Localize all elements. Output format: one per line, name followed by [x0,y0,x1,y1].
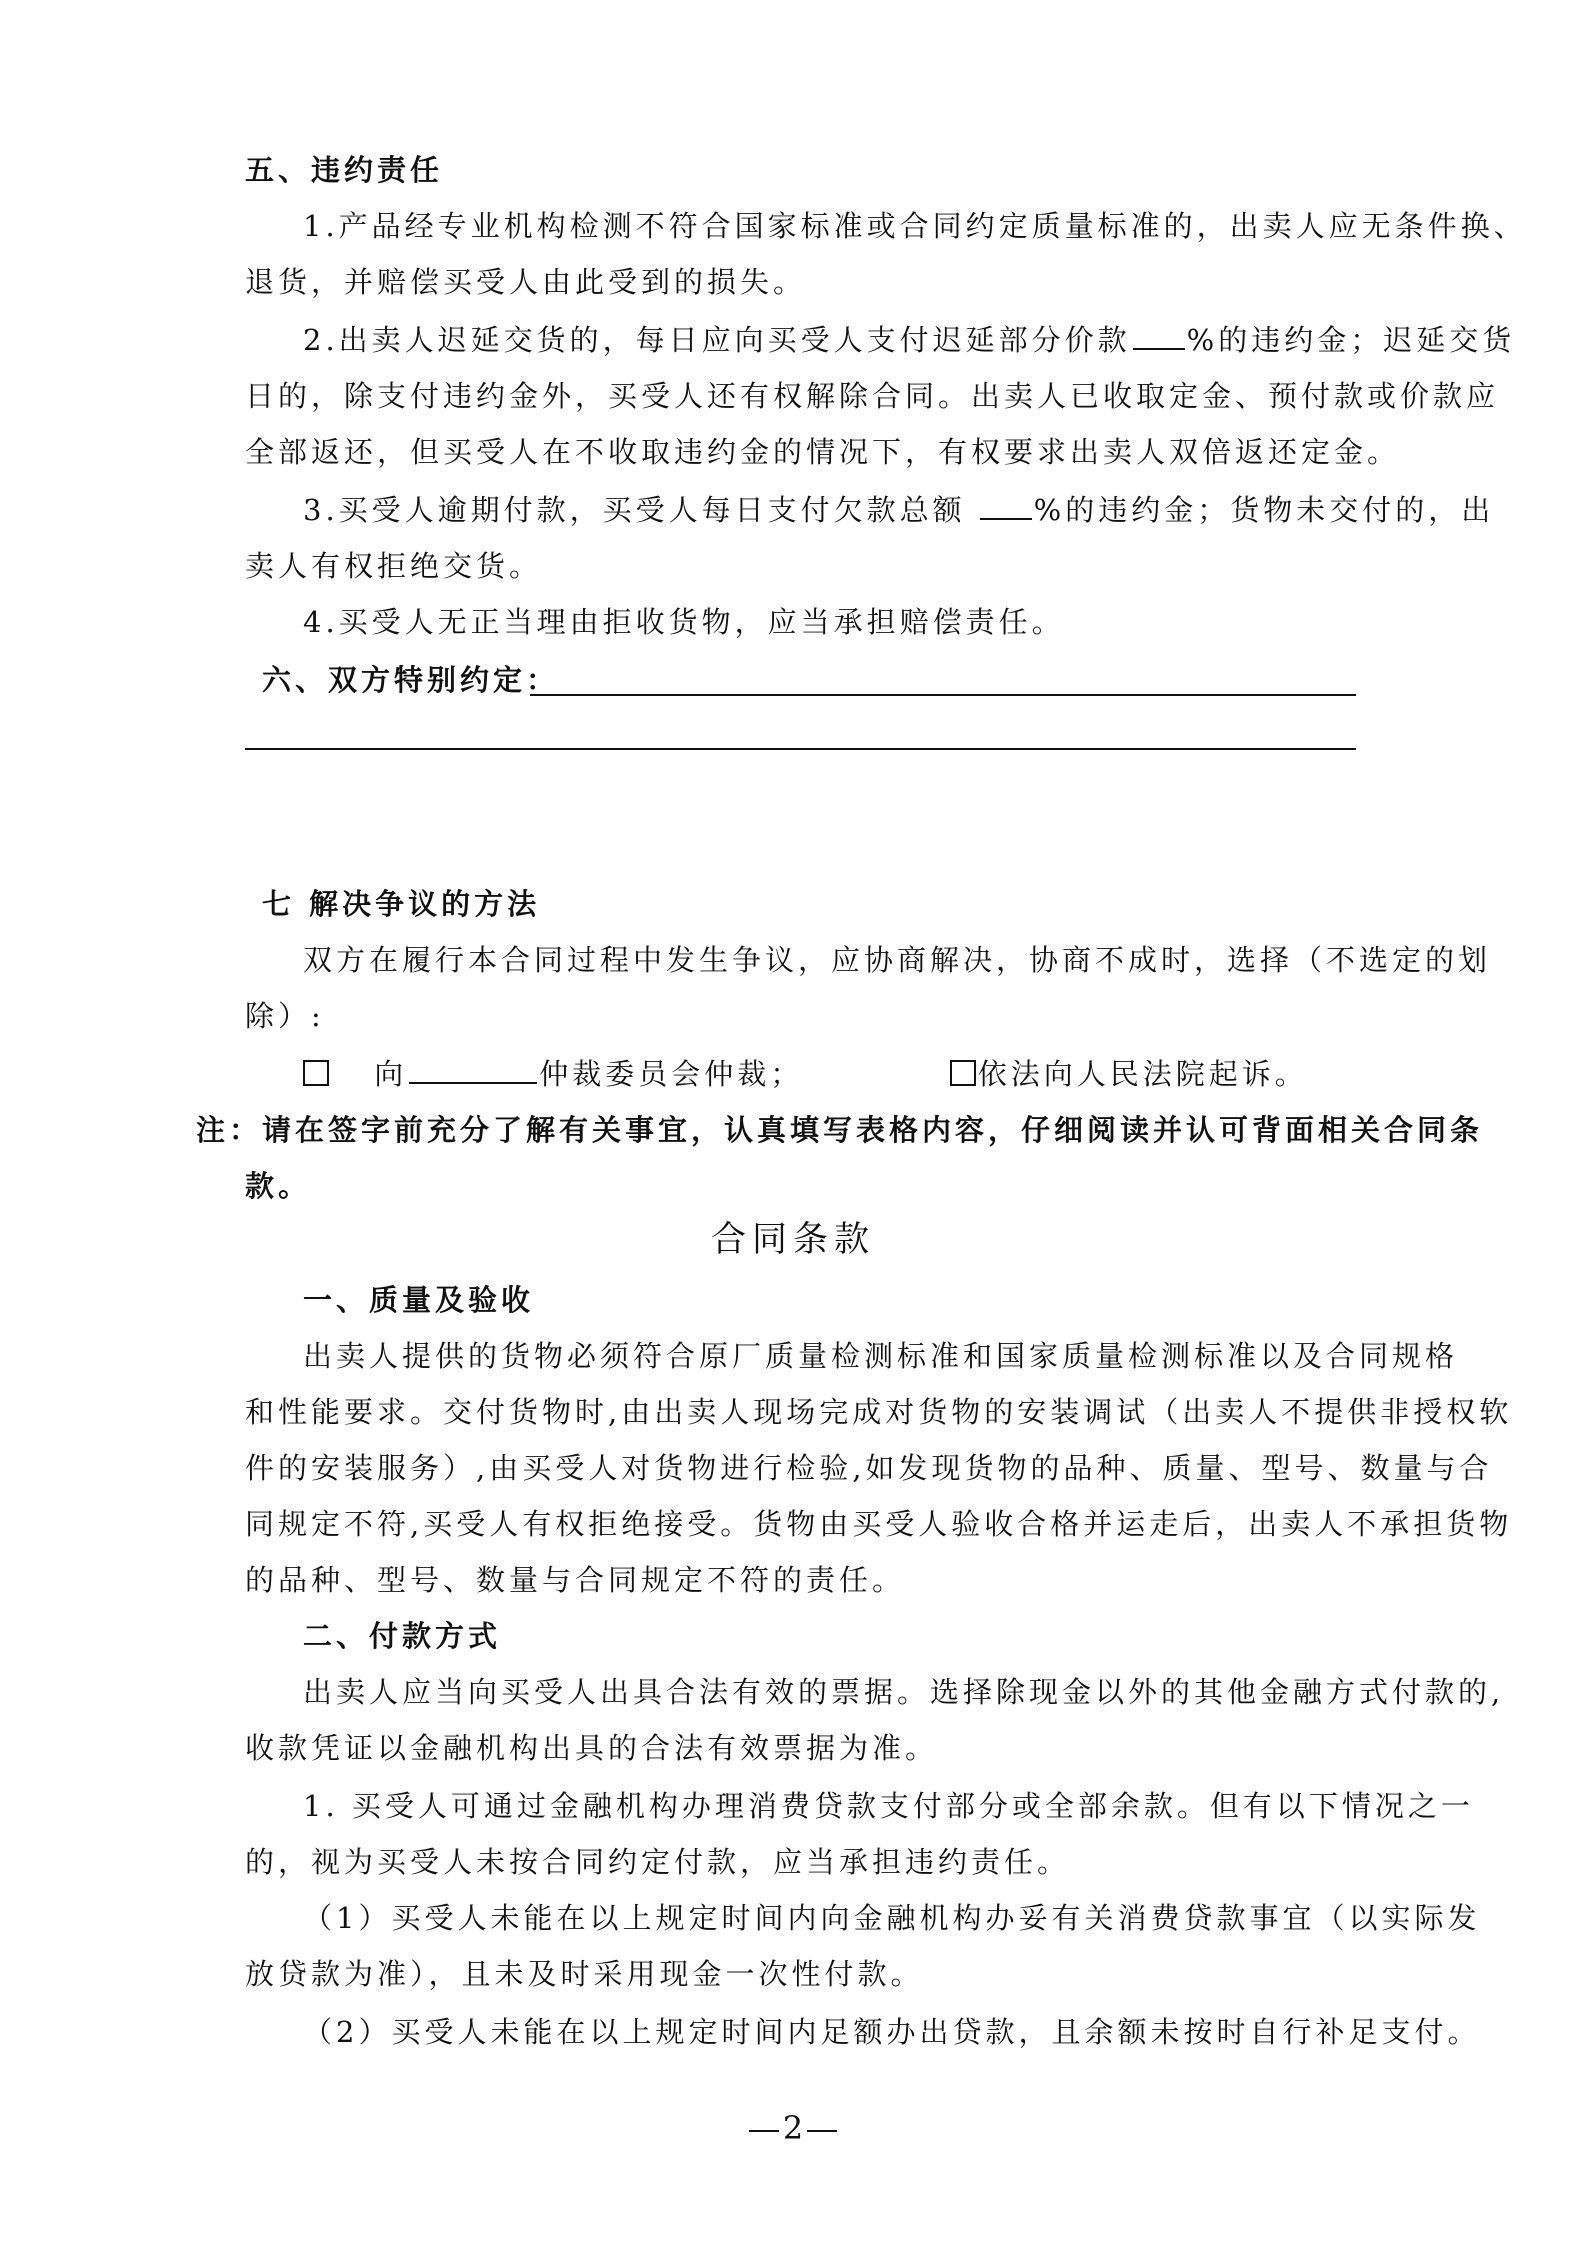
quality-line-3: 件的安装服务）,由买受人对货物进行检验,如发现货物的品种、质量、型号、数量与合 [245,1451,1493,1485]
arbitration-text-b: 仲裁委员会仲裁； [539,1057,804,1091]
breach-clause-1-line-2: 退货，并赔偿买受人由此受到的损失。 [245,265,807,299]
payment-clause-1-line-2: 的，视为买受人未按合同约定付款，应当承担违约责任。 [245,1845,1071,1879]
payment-line-2: 收款凭证以金融机构出具的合法有效票据为准。 [245,1731,939,1765]
section-quality-heading: 一、质量及验收 [303,1283,535,1317]
payment-sub-1-line-1: （1）买受人未能在以上规定时间内向金融机构办妥有关消费贷款事宜（以实际发 [303,1901,1481,1935]
page-number-value: 2 [782,2109,804,2147]
note-line-2: 款。 [245,1169,312,1203]
payment-sub-2: （2）买受人未能在以上规定时间内足额办出贷款，且余额未按时自行补足支付。 [303,2015,1481,2049]
quality-line-2: 和性能要求。交付货物时,由出卖人现场完成对货物的安装调试（出卖人不提供非授权软 [245,1395,1513,1429]
payment-line-1: 出卖人应当向买受人出具合法有效的票据。选择除现金以外的其他金融方式付款的, [303,1675,1505,1709]
penalty-rate-blank-1[interactable] [1133,320,1185,350]
breach-clause-1-line-1: 1.产品经专业机构检测不符合国家标准或合同约定质量标准的，出卖人应无条件换、 [303,209,1527,243]
arbitration-committee-blank[interactable] [409,1054,537,1084]
court-option-text: 依法向人民法院起诉。 [977,1057,1308,1091]
terms-title: 合同条款 [710,1220,875,1260]
quality-line-5: 的品种、型号、数量与合同规定不符的责任。 [245,1563,906,1597]
dispute-options [303,1046,1356,1102]
breach-clause-2-line-2: 日的，除支付违约金外，买受人还有权解除合同。出卖人已收取定金、预付款或价款应 [245,379,1500,413]
section-payment-heading: 二、付款方式 [303,1619,502,1653]
payment-sub-1-line-2: 放贷款为准），且未及时采用现金一次性付款。 [245,1957,924,1991]
arbitration-text-a: 向 [374,1057,408,1091]
breach-clause-3-line-2: 卖人有权拒绝交货。 [245,549,543,583]
penalty-rate-blank-2[interactable] [980,490,1032,520]
breach-clause-2-text-b: %的违约金；迟延交货 [1186,323,1516,357]
section-breach-heading: 五、违约责任 [245,153,444,187]
dispute-line-2: 除）: [245,999,325,1033]
breach-clause-3-text-b: %的违约金；货物未交付的，出 [1033,493,1495,527]
arbitration-checkbox[interactable] [303,1060,329,1086]
section-special-heading: 六、双方特别约定： [262,663,560,697]
page-number [0,2108,1586,2148]
special-agreement-line-1[interactable] [530,694,1356,696]
breach-clause-4: 4.买受人无正当理由拒收货物，应当承担赔偿责任。 [303,605,1065,639]
breach-clause-3-line-1 [245,482,1495,538]
special-agreement-line-2[interactable] [245,748,1356,750]
section-dispute-heading: 七 解决争议的方法 [262,887,541,921]
payment-clause-1-line-1: 1. 买受人可通过金融机构办理消费贷款支付部分或全部余款。但有以下情况之一 [303,1789,1474,1823]
breach-clause-3-text-a: 3.买受人逾期付款，买受人每日支付欠款总额 [303,493,966,527]
breach-clause-2-text-a: 2.出卖人迟延交货的，每日应向买受人支付迟延部分价款 [303,323,1131,357]
breach-clause-2-line-3: 全部返还，但买受人在不收取违约金的情况下，有权要求出卖人双倍返还定金。 [245,435,1401,469]
court-checkbox[interactable] [950,1060,976,1086]
quality-line-4: 同规定不符,买受人有权拒绝接受。货物由买受人验收合格并运走后，出卖人不承担货物 [245,1507,1513,1541]
quality-line-1: 出卖人提供的货物必须符合原厂质量检测标准和国家质量检测标准以及合同规格 [303,1339,1459,1373]
breach-clause-2-line-1 [245,312,1516,368]
note-line-1: 注：请在签字前充分了解有关事宜，认真填写表格内容，仔细阅读并认可背面相关合同条 [196,1113,1484,1147]
dispute-line-1: 双方在履行本合同过程中发生争议，应协商解决，协商不成时，选择（不选定的划 [303,943,1492,977]
